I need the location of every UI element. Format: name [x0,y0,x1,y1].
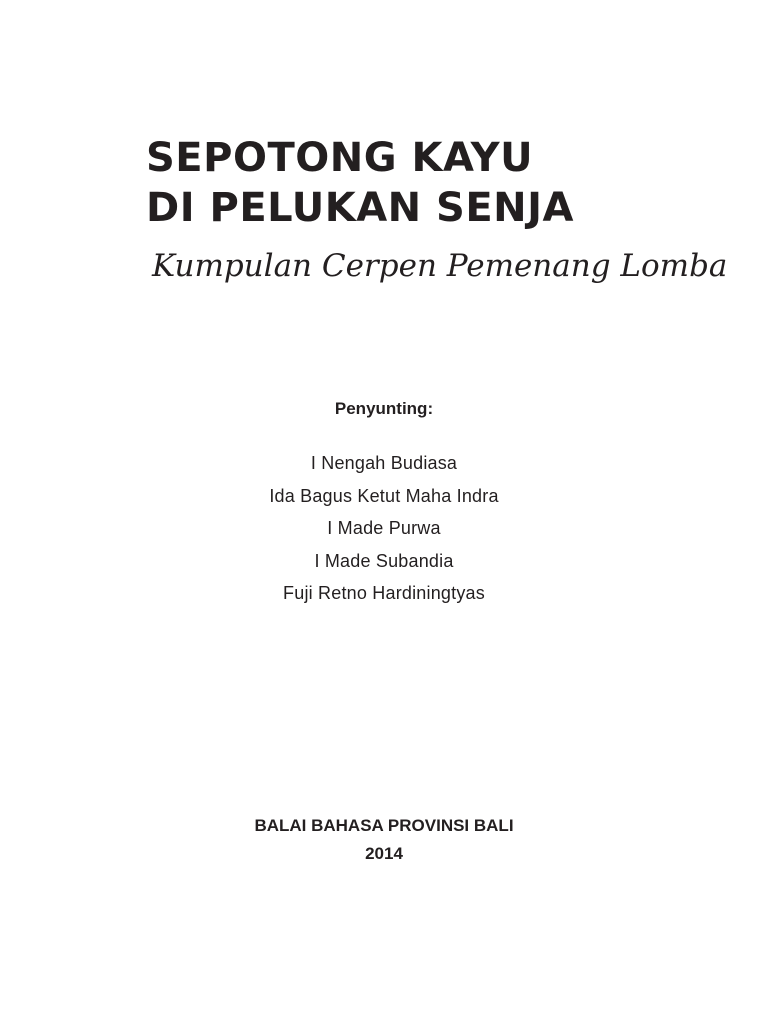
editor-name: Fuji Retno Hardiningtyas [283,583,485,603]
book-subtitle: Kumpulan Cerpen Pemenang Lomba [152,248,728,284]
editors-section [0,393,768,610]
editor-name: Ida Bagus Ketut Maha Indra [269,485,499,506]
publisher-block [0,812,768,868]
book-title-line-2: DI PELUKAN SENJA [146,185,574,231]
editor-list [0,447,768,610]
editor-name: I Made Subandia [314,550,454,571]
editor-name: I Made Purwa [327,518,441,538]
publication-year: 2014 [365,844,403,863]
editors-label: Penyunting: [334,399,434,418]
publisher-name: BALAI BAHASA PROVINSI BALI [254,816,514,835]
book-title-line-1: SEPOTONG KAYU [146,135,534,181]
editor-name: I Nengah Budiasa [310,453,458,473]
